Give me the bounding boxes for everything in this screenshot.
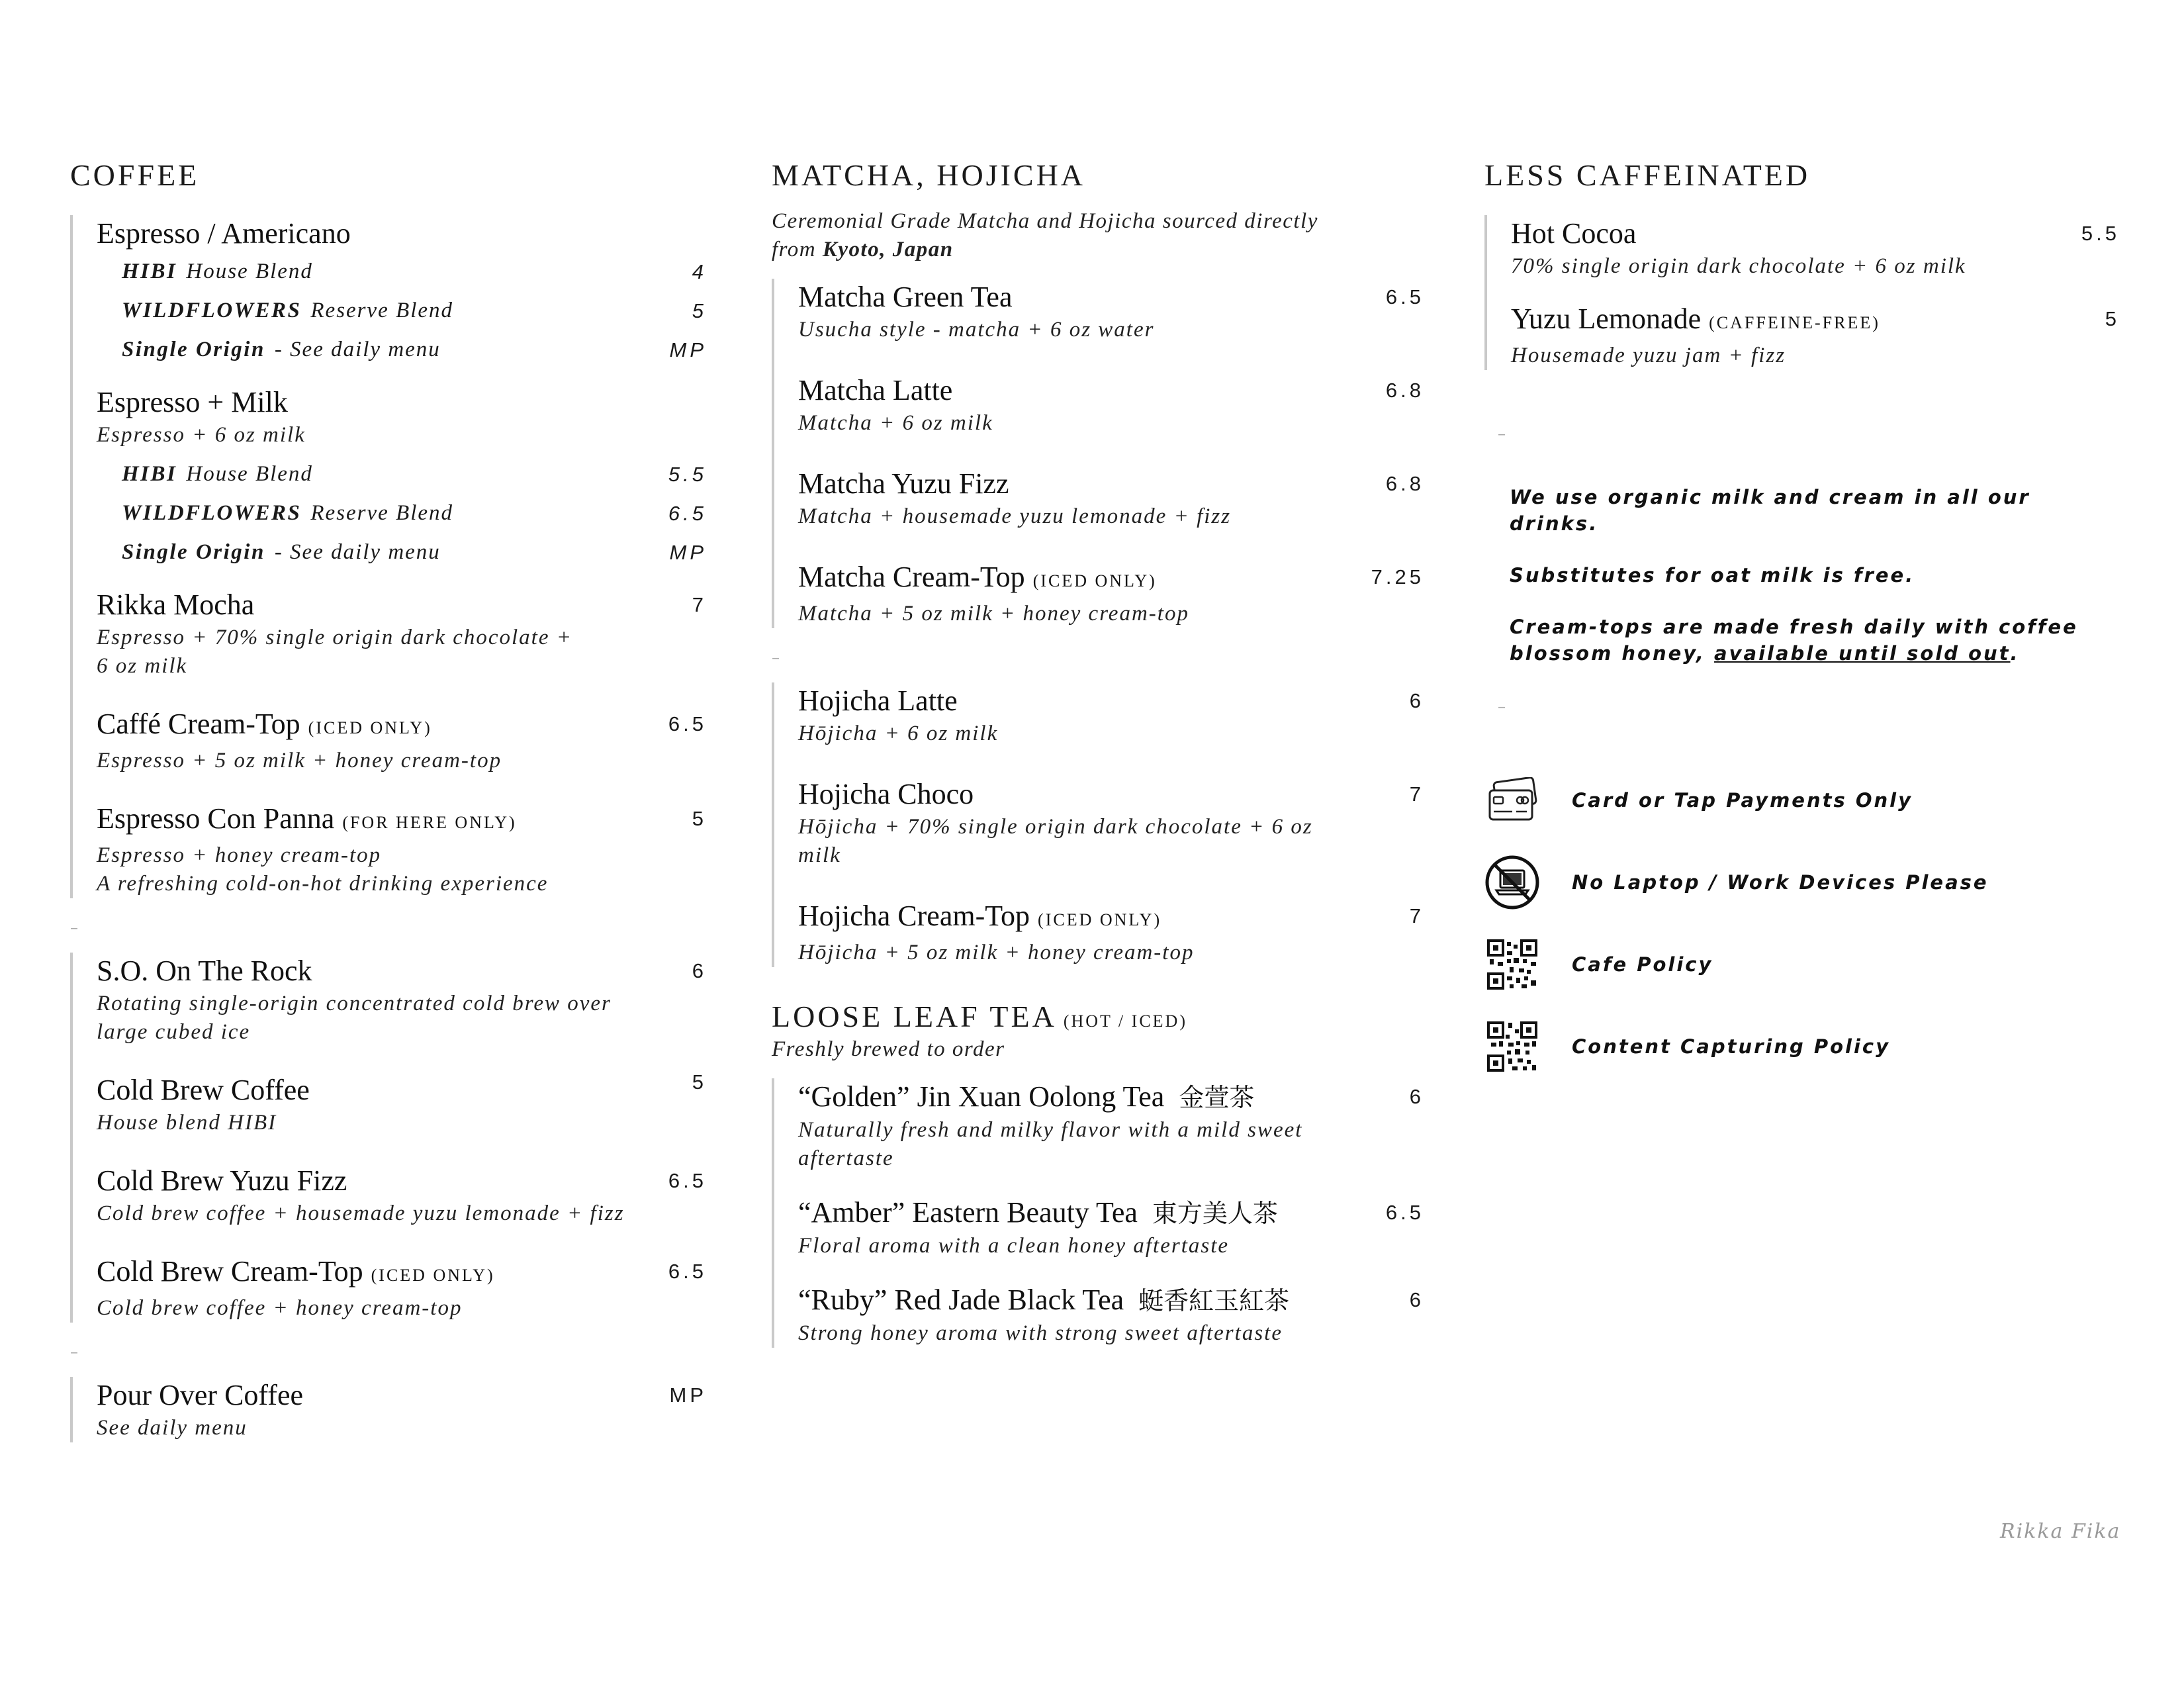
- menu-item: [798, 559, 1424, 628]
- item-name: Espresso / Americano: [97, 217, 351, 250]
- item-name: Cold Brew Yuzu Fizz: [97, 1164, 347, 1197]
- item-price: 6.5: [668, 502, 707, 525]
- item-price: 6.5: [668, 712, 707, 735]
- blend-desc: House Blend: [186, 259, 313, 283]
- coffee-coldbrew-group: [70, 953, 707, 1323]
- blend-desc: Reserve Blend: [310, 299, 454, 322]
- item-name-text: “Amber” Eastern Beauty Tea: [798, 1196, 1138, 1229]
- item-price: 6: [692, 959, 707, 982]
- credit-card-icon: [1484, 773, 1540, 828]
- item-name-chinese: 金萱茶: [1179, 1083, 1255, 1112]
- item-name-text: “Ruby” Red Jade Black Tea: [798, 1284, 1124, 1316]
- blend-desc: - See daily menu: [274, 540, 441, 564]
- coffee-section: [70, 158, 707, 1442]
- blend-label: Single Origin: [122, 540, 265, 564]
- matcha-title: MATCHA, HOJICHA: [772, 158, 1086, 192]
- menu-item: [97, 706, 707, 775]
- item-name: Hot Cocoa: [1511, 217, 1637, 250]
- menu-item: [798, 1194, 1424, 1260]
- item-desc: Hōjicha + 5 oz milk + honey cream-top: [798, 941, 1195, 964]
- item-price: 6.5: [668, 1260, 707, 1283]
- item-desc: Naturally fresh and milky flavor with a mild sweet aftertaste: [798, 1118, 1303, 1170]
- qr-code-icon[interactable]: [1484, 1019, 1540, 1074]
- loose-leaf-tag: (HOT / ICED): [1063, 1011, 1187, 1031]
- coffee-pourover-group: [70, 1377, 707, 1442]
- item-name-text: Matcha Cream-Top: [798, 561, 1025, 593]
- blend-option: [97, 330, 707, 369]
- item-price: 7.25: [1371, 565, 1424, 588]
- item-tag: (ICED ONLY): [1032, 571, 1157, 590]
- item-price: 5.5: [668, 463, 707, 486]
- item-name: [798, 1282, 1424, 1319]
- item-price: MP: [669, 1383, 707, 1407]
- item-desc: Matcha + 5 oz milk + honey cream-top: [798, 602, 1189, 626]
- menu-item: [1511, 215, 2120, 281]
- item-name: S.O. On The Rock: [97, 955, 312, 987]
- coffee-title: COFFEE: [70, 158, 200, 192]
- matcha-section: [772, 158, 1424, 1348]
- item-price: 5: [692, 1070, 707, 1094]
- menu-item: [97, 1253, 707, 1323]
- blend-option: [97, 533, 707, 572]
- loose-leaf-desc: Freshly brewed to order: [772, 1037, 1005, 1061]
- item-name-chinese: 蜓香紅玉紅茶: [1138, 1286, 1290, 1315]
- menu-item: [97, 1162, 707, 1228]
- item-desc: Hōjicha + 6 oz milk: [798, 722, 999, 745]
- item-name: [97, 706, 707, 747]
- menu-item: [798, 1078, 1424, 1173]
- item-name: [798, 1194, 1424, 1232]
- menu-item: [97, 800, 707, 898]
- menu-item: [97, 384, 707, 449]
- item-tag: (ICED ONLY): [371, 1266, 495, 1285]
- item-desc: Espresso + honey cream-top: [97, 843, 382, 867]
- item-price: 6.5: [668, 1169, 707, 1192]
- matcha-desc-origin: Kyoto, Japan: [822, 238, 954, 261]
- loose-leaf-title: [772, 999, 1424, 1034]
- item-tag: (ICED ONLY): [308, 718, 432, 737]
- blend-label: HIBI: [122, 259, 177, 283]
- item-tag: (ICED ONLY): [1038, 910, 1162, 929]
- policy-label: Card or Tap Payments Only: [1572, 789, 1913, 812]
- item-price: 6.8: [1385, 379, 1424, 402]
- item-name: Rikka Mocha: [97, 588, 255, 621]
- matcha-desc: [772, 207, 1367, 264]
- divider-dash: –: [70, 918, 78, 937]
- item-name: Hojicha Choco: [798, 778, 974, 810]
- policy-laptop: [1484, 841, 2120, 923]
- divider-dash: –: [1498, 424, 1506, 443]
- policy-label[interactable]: Content Capturing Policy: [1572, 1035, 1891, 1058]
- item-name: Cold Brew Coffee: [97, 1074, 310, 1106]
- menu-item: [798, 776, 1424, 870]
- blend-label: WILDFLOWERS: [122, 501, 302, 525]
- item-name: [798, 898, 1424, 939]
- item-price: 6.5: [1385, 1201, 1424, 1224]
- item-price: 4: [692, 260, 707, 283]
- item-name: [97, 800, 707, 841]
- item-desc: Hōjicha + 70% single origin dark chocolate + 6 oz milk: [798, 815, 1313, 867]
- item-name: [97, 1253, 707, 1294]
- note-cream-emphasis: available until sold out: [1714, 642, 2011, 665]
- item-name: Matcha Latte: [798, 374, 953, 406]
- item-name: Matcha Yuzu Fizz: [798, 467, 1009, 500]
- coffee-espresso-group: [70, 215, 707, 898]
- policy-label: No Laptop / Work Devices Please: [1572, 871, 1989, 894]
- item-desc: Espresso + 70% single origin dark chocolate + 6 oz milk: [97, 626, 572, 678]
- item-desc: Matcha + housemade yuzu lemonade + fizz: [798, 504, 1232, 528]
- blend-option: [97, 455, 707, 494]
- item-name-text: Cold Brew Cream-Top: [97, 1255, 363, 1288]
- signature: Rikka Fika: [2000, 1520, 2121, 1543]
- menu-item: [798, 279, 1424, 344]
- item-desc: 70% single origin dark chocolate + 6 oz milk: [1511, 254, 1966, 278]
- item-desc: Floral aroma with a clean honey aftertaste: [798, 1234, 1230, 1258]
- item-price: 6: [1409, 1085, 1424, 1108]
- item-price: 5: [692, 299, 707, 322]
- menu-item: [1511, 301, 2120, 370]
- policy-list: [1484, 759, 2120, 1088]
- menu-item: [97, 1072, 707, 1137]
- note-cream-text: Cream-tops are made fresh daily with coffee blossom honey,: [1510, 616, 2078, 665]
- note-cream-end: .: [2010, 642, 2020, 665]
- hojicha-group: [772, 682, 1424, 967]
- item-price: 6: [1409, 689, 1424, 712]
- item-price: MP: [669, 541, 707, 564]
- divider-dash: –: [1498, 697, 1506, 716]
- blend-desc: - See daily menu: [274, 338, 441, 361]
- blend-label: WILDFLOWERS: [122, 299, 302, 322]
- item-desc: Rotating single-origin concentrated cold brew over large cubed ice: [97, 992, 612, 1044]
- item-price: 6: [1409, 1288, 1424, 1311]
- menu-item: [97, 586, 707, 680]
- item-desc: House blend HIBI: [97, 1111, 277, 1135]
- matcha-group: [772, 279, 1424, 628]
- less-caffeinated-section: [1484, 158, 2120, 1088]
- item-price: 5: [692, 807, 707, 830]
- item-name: Matcha Green Tea: [798, 281, 1013, 313]
- item-desc: Cold brew coffee + housemade yuzu lemonade + fizz: [97, 1201, 625, 1225]
- policy-label[interactable]: Cafe Policy: [1572, 953, 1713, 976]
- item-price: 5: [2105, 307, 2120, 330]
- item-name: [1511, 301, 2120, 342]
- item-desc: Housemade yuzu jam + fizz: [1511, 344, 1786, 367]
- item-desc: Cold brew coffee + honey cream-top: [97, 1296, 463, 1320]
- menu-item: [798, 372, 1424, 438]
- item-price: 5.5: [2081, 222, 2120, 245]
- item-desc: Matcha + 6 oz milk: [798, 411, 993, 435]
- blend-desc: House Blend: [186, 462, 313, 486]
- item-name-text: “Golden” Jin Xuan Oolong Tea: [798, 1080, 1165, 1113]
- item-price: MP: [669, 338, 707, 361]
- item-desc-secondary: A refreshing cold-on-hot drinking experience: [97, 872, 549, 896]
- note-organic: We use organic milk and cream in all our drinks.: [1510, 486, 2030, 535]
- item-desc: Espresso + 6 oz milk: [97, 423, 306, 447]
- blend-label: HIBI: [122, 462, 177, 486]
- menu-item: [798, 898, 1424, 967]
- policy-cafe[interactable]: [1484, 923, 2120, 1006]
- less-caffeinated-group: [1484, 215, 2120, 370]
- qr-code-icon[interactable]: [1484, 937, 1540, 992]
- item-name: [798, 559, 1424, 600]
- item-price: 6.5: [1385, 285, 1424, 308]
- blend-desc: Reserve Blend: [310, 501, 454, 525]
- item-tag: (FOR HERE ONLY): [342, 813, 517, 832]
- menu-item: [97, 953, 707, 1047]
- item-price: 7: [1409, 904, 1424, 927]
- menu-item: [97, 215, 707, 252]
- item-desc: See daily menu: [97, 1416, 248, 1440]
- item-desc: Usucha style - matcha + 6 oz water: [798, 318, 1155, 342]
- item-name: [798, 1078, 1424, 1116]
- drink-notes: [1510, 484, 2120, 667]
- item-desc: Strong honey aroma with strong sweet aftertaste: [798, 1321, 1283, 1345]
- item-name-text: Espresso Con Panna: [97, 802, 335, 835]
- blend-option: [97, 494, 707, 533]
- matcha-desc-text: Ceremonial Grade Matcha and Hojicha sourced directly from: [772, 209, 1318, 261]
- item-name-text: Caffé Cream-Top: [97, 708, 300, 740]
- item-price: 7: [692, 593, 707, 616]
- blend-option: [97, 252, 707, 291]
- menu-item: [97, 1377, 707, 1442]
- item-name-chinese: 東方美人茶: [1152, 1199, 1278, 1228]
- item-name: Espresso + Milk: [97, 386, 288, 418]
- item-price: 7: [1409, 782, 1424, 806]
- blend-label: Single Origin: [122, 338, 265, 361]
- item-price: 6.8: [1385, 472, 1424, 495]
- no-laptop-icon: [1484, 855, 1540, 910]
- item-name: Hojicha Latte: [798, 684, 958, 717]
- loose-leaf-group: [772, 1078, 1424, 1348]
- item-desc: Espresso + 5 oz milk + honey cream-top: [97, 749, 502, 773]
- blend-option: [97, 291, 707, 330]
- loose-leaf-title-text: LOOSE LEAF TEA: [772, 1000, 1057, 1033]
- divider-dash: –: [772, 648, 780, 667]
- note-oat: Substitutes for oat milk is free.: [1510, 564, 1915, 586]
- note-cream: [1510, 614, 2120, 667]
- item-name-text: Yuzu Lemonade: [1511, 303, 1702, 335]
- less-caffeinated-title: LESS CAFFEINATED: [1484, 158, 1811, 192]
- menu-item: [798, 1282, 1424, 1348]
- policy-payment: [1484, 759, 2120, 841]
- item-name: Pour Over Coffee: [97, 1379, 303, 1411]
- divider-dash: –: [70, 1342, 78, 1361]
- policy-content[interactable]: [1484, 1006, 2120, 1088]
- item-tag: (CAFFEINE-FREE): [1709, 313, 1880, 332]
- menu-item: [798, 465, 1424, 531]
- item-name-text: Hojicha Cream-Top: [798, 900, 1030, 932]
- menu-item: [798, 682, 1424, 748]
